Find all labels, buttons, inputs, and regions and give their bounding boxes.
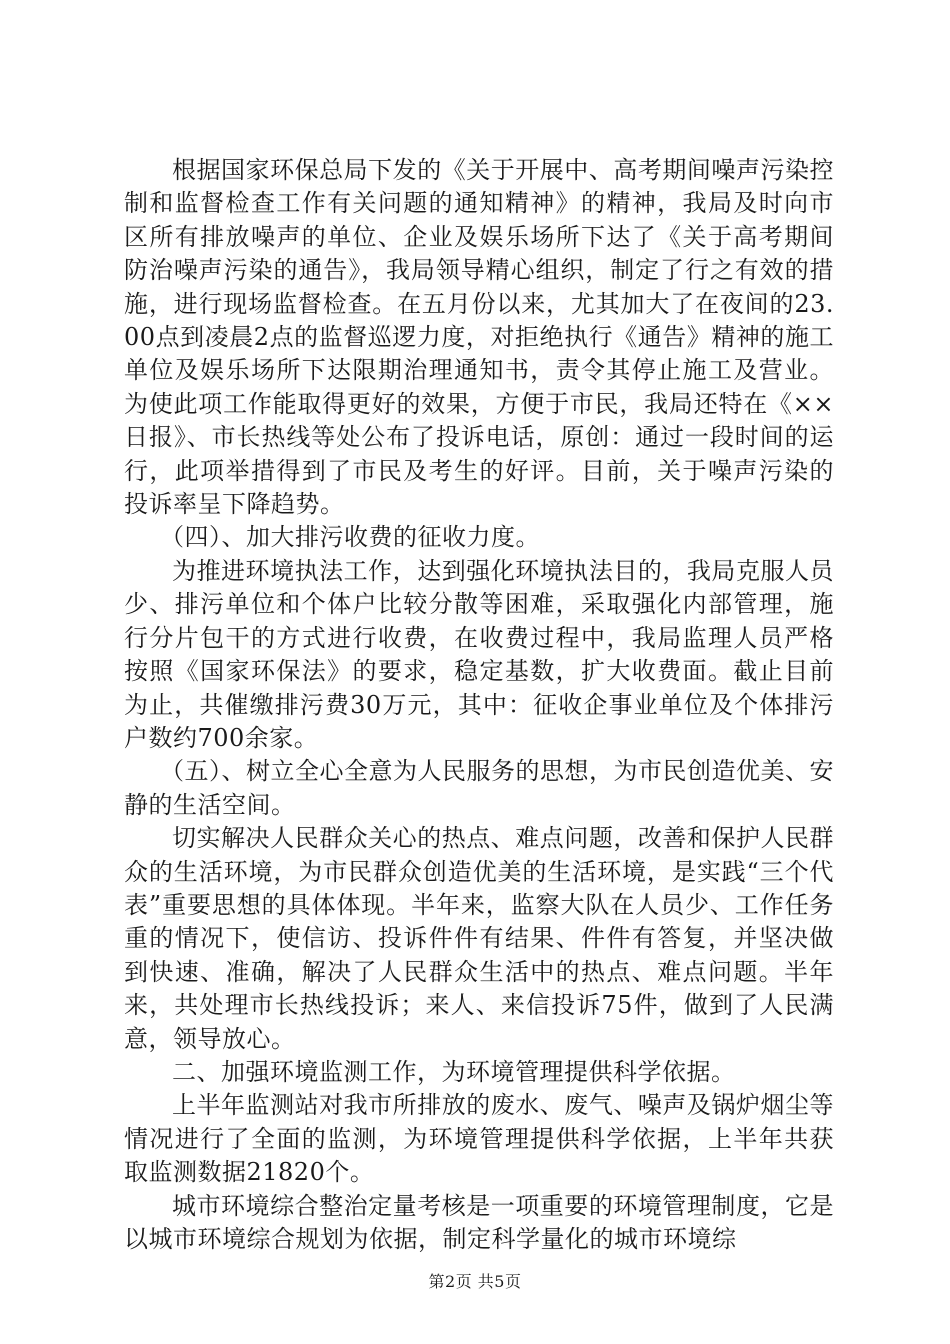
paragraph-public-service: 切实解决人民群众关心的热点、难点问题，改善和保护人民群众的生活环境，为市民群众创造优美的生活环境，是实践“三个代表”重要思想的具体体现。半年来，监察大队在人员少、工作任务重的情况下，使信访、投诉件件有结果、件件有答复，并坚决做到快速、准确，解决了人民群众生活中的热点、难点问题。半年来，共处理市长热线投诉；来人、来信投诉75件，做到了人民满意，领导放心。 (124, 824, 834, 1053)
paragraph-quantitative-assessment: 城市环境综合整治定量考核是一项重要的环境管理制度，它是以城市环境综合规划为依据，制定科学量化的城市环境综 (124, 1191, 834, 1253)
paragraph-noise-control: 根据国家环保总局下发的《关于开展中、高考期间噪声污染控制和监督检查工作有关问题的通知精神》的精神，我局及时向市区所有排放噪声的单位、企业及娱乐场所下达了《关于高考期间防治噪声污染的通告》，我局领导精心组织，制定了行之有效的措施，进行现场监督检查。在五月份以来，尤其加大了在夜间的23.00点到凌晨2点的监督巡逻力度，对拒绝执行《通告》精神的施工单位及娱乐场所下达限期治理通知书，责令其停止施工及营业。为使此项工作能取得更好的效果，方便于市民，我局还特在《××日报》、市长热线等处公布了投诉电话，原创：通过一段时间的运行，此项举措得到了市民及考生的好评。目前，关于噪声污染的投诉率呈下降趋势。 (124, 156, 834, 519)
section-heading-public-service: （五）、树立全心全意为人民服务的思想，为市民创造优美、安静的生活空间。 (124, 757, 834, 819)
page-number-footer: 第2页 共5页 (428, 1272, 522, 1291)
section-heading-fee-collection: （四）、加大排污收费的征收力度。 (160, 523, 540, 552)
paragraph-fee-collection: 为推进环境执法工作，达到强化环境执法目的，我局克服人员少、排污单位和个体户比较分散等困难，采取强化内部管理，施行分片包干的方式进行收费，在收费过程中，我局监理人员严格按照《国家环保法》的要求，稳定基数，扩大收费面。截止目前为止，共催缴排污费30万元，其中：征收企事业单位及个体排污户数约700余家。 (124, 556, 834, 752)
section-heading-monitoring: 二、加强环境监测工作，为环境管理提供科学依据。 (172, 1057, 736, 1086)
paragraph-monitoring: 上半年监测站对我市所排放的废水、废气、噪声及锅炉烟尘等情况进行了全面的监测，为环境管理提供科学依据，上半年共获取监测数据21820个。 (124, 1091, 834, 1187)
document-body (124, 154, 834, 1256)
